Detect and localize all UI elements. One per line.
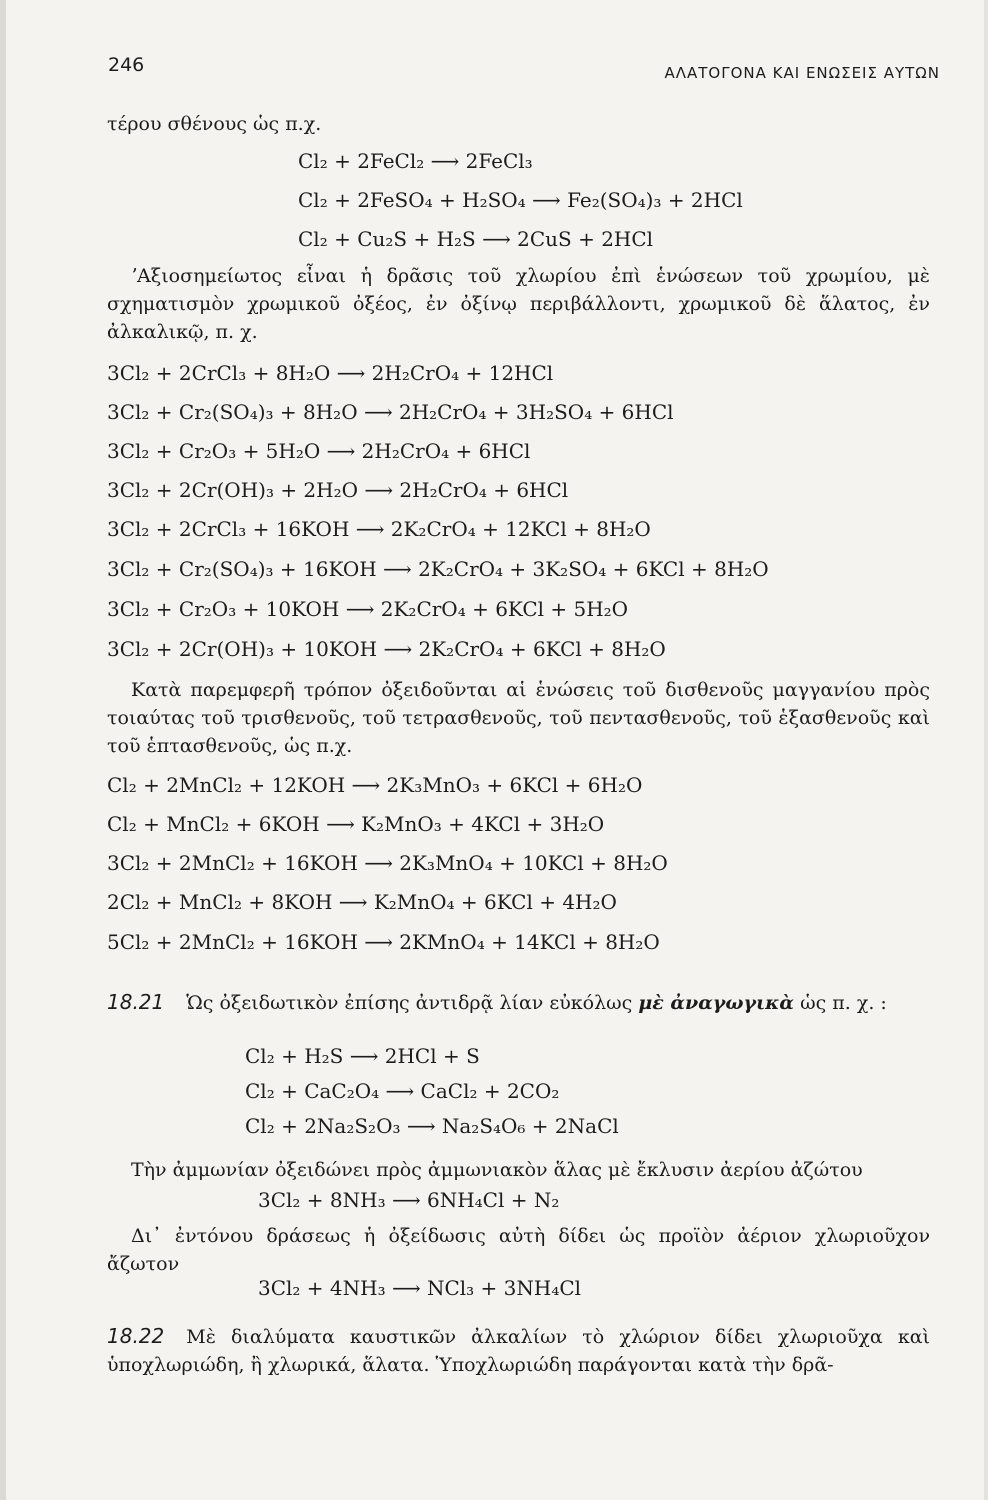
equation: 3Cl₂ + 2CrCl₃ + 16KOH ⟶ 2K₂CrO₄ + 12KCl + 8H₂O xyxy=(107,517,651,541)
section-text: ὡς π. χ. : xyxy=(800,992,887,1014)
running-title: ΑΛΑΤΟΓΟΝΑ ΚΑΙ ΕΝΩΣΕΙΣ ΑΥΤΩΝ xyxy=(664,64,940,82)
paragraph-ammonia: Τὴν ἀμμωνίαν ὀξειδώνει πρὸς ἀμμωνιακὸν ἅλας μὲ ἔκλυσιν ἀερίου ἀζώτου xyxy=(131,1159,863,1181)
page-edge-shadow xyxy=(984,0,988,1500)
equation: Cl₂ + 2Na₂S₂O₃ ⟶ Na₂S₄O₆ + 2NaCl xyxy=(245,1114,619,1138)
section-number: 18.22 xyxy=(107,1324,165,1348)
equation: 3Cl₂ + 2MnCl₂ + 16KOH ⟶ 2K₃MnO₄ + 10KCl + 8H₂O xyxy=(107,851,668,875)
equation: Cl₂ + Cu₂S + H₂S ⟶ 2CuS + 2HCl xyxy=(298,227,654,251)
equation: 5Cl₂ + 2MnCl₂ + 16KOH ⟶ 2KMnO₄ + 14KCl + 8H₂O xyxy=(107,930,660,954)
equation: 3Cl₂ + 2CrCl₃ + 8H₂O ⟶ 2H₂CrO₄ + 12HCl xyxy=(107,361,554,385)
equation: 3Cl₂ + 2Cr(OH)₃ + 2H₂O ⟶ 2H₂CrO₄ + 6HCl xyxy=(107,478,569,502)
paragraph-intense-action: Δι᾽ ἐντόνου δράσεως ἡ ὀξείδωσις αὐτὴ δίδει ὡς προϊὸν ἀέριον χλωριοῦχον ἄζωτον xyxy=(107,1225,930,1275)
page-edge-shadow xyxy=(0,0,6,1500)
section-18-21 xyxy=(107,988,930,1017)
equation: 3Cl₂ + 8NH₃ ⟶ 6NH₄Cl + N₂ xyxy=(258,1188,560,1212)
section-number: 18.21 xyxy=(107,990,165,1014)
equation: 3Cl₂ + Cr₂(SO₄)₃ + 8H₂O ⟶ 2H₂CrO₄ + 3H₂SO₄ + 6HCl xyxy=(107,400,674,424)
section-text: Ὡς ὀξειδωτικὸν ἐπίσης ἀντιδρᾷ λίαν εὐκόλως xyxy=(186,992,633,1014)
equation: 3Cl₂ + Cr₂(SO₄)₃ + 16KOH ⟶ 2K₂CrO₄ + 3K₂SO₄ + 6KCl + 8H₂O xyxy=(107,557,769,581)
page-number: 246 xyxy=(108,54,145,76)
equation: Cl₂ + CaC₂O₄ ⟶ CaCl₂ + 2CO₂ xyxy=(245,1079,560,1103)
equation: 3Cl₂ + Cr₂O₃ + 5H₂O ⟶ 2H₂CrO₄ + 6HCl xyxy=(107,439,531,463)
equation: Cl₂ + 2MnCl₂ + 12KOH ⟶ 2K₃MnO₃ + 6KCl + 6H₂O xyxy=(107,773,643,797)
emphasis-text: μὲ ἀναγωγικὰ xyxy=(638,992,795,1014)
section-text: Μὲ διαλύματα καυστικῶν ἀλκαλίων τὸ χλώριον δίδει χλωριοῦχα καὶ ὑποχλωριώδη, ἢ χλωρικά, ἅλατα. Ὑποχλωριώδη παράγονται κατὰ τὴν δρᾶ- xyxy=(107,1326,930,1376)
equation: Cl₂ + H₂S ⟶ 2HCl + S xyxy=(245,1044,480,1068)
equation: Cl₂ + 2FeCl₂ ⟶ 2FeCl₃ xyxy=(298,149,533,173)
equation: 2Cl₂ + MnCl₂ + 8KOH ⟶ K₂MnO₄ + 6KCl + 4H₂O xyxy=(107,890,617,914)
section-18-22 xyxy=(107,1322,930,1379)
equation: 3Cl₂ + 4NH₃ ⟶ NCl₃ + 3NH₄Cl xyxy=(258,1276,582,1300)
paragraph-manganese: Κατὰ παρεμφερῆ τρόπον ὀξειδοῦνται αἱ ἑνώσεις τοῦ δισθενοῦς μαγγανίου πρὸς τοιαύτας τοῦ τρισθενοῦς, τοῦ τετρασθενοῦς, τοῦ πεντασθενοῦς, τοῦ ἑξασθενοῦς καὶ τοῦ ἑπτασθενοῦς, ὡς π.χ. xyxy=(107,679,930,757)
equation: Cl₂ + 2FeSO₄ + H₂SO₄ ⟶ Fe₂(SO₄)₃ + 2HCl xyxy=(298,188,743,212)
equation: 3Cl₂ + Cr₂O₃ + 10KOH ⟶ 2K₂CrO₄ + 6KCl + 5H₂O xyxy=(107,597,629,621)
paragraph-chromium: ʼΑξιοσημείωτος εἶναι ἡ δρᾶσις τοῦ χλωρίου ἐπὶ ἑνώσεων τοῦ χρωμίου, μὲ σχηματισμὸν χρωμικοῦ ὀξέος, ἐν ὀξίνῳ περιβάλλοντι, χρωμικοῦ δὲ ἅλατος, ἐν ἀλκαλικῷ, π. χ. xyxy=(107,265,930,343)
equation: 3Cl₂ + 2Cr(OH)₃ + 10KOH ⟶ 2K₂CrO₄ + 6KCl + 8H₂O xyxy=(107,637,666,661)
intro-line: τέρου σθένους ὡς π.χ. xyxy=(107,113,322,135)
equation: Cl₂ + MnCl₂ + 6KOH ⟶ K₂MnO₃ + 4KCl + 3H₂O xyxy=(107,812,605,836)
